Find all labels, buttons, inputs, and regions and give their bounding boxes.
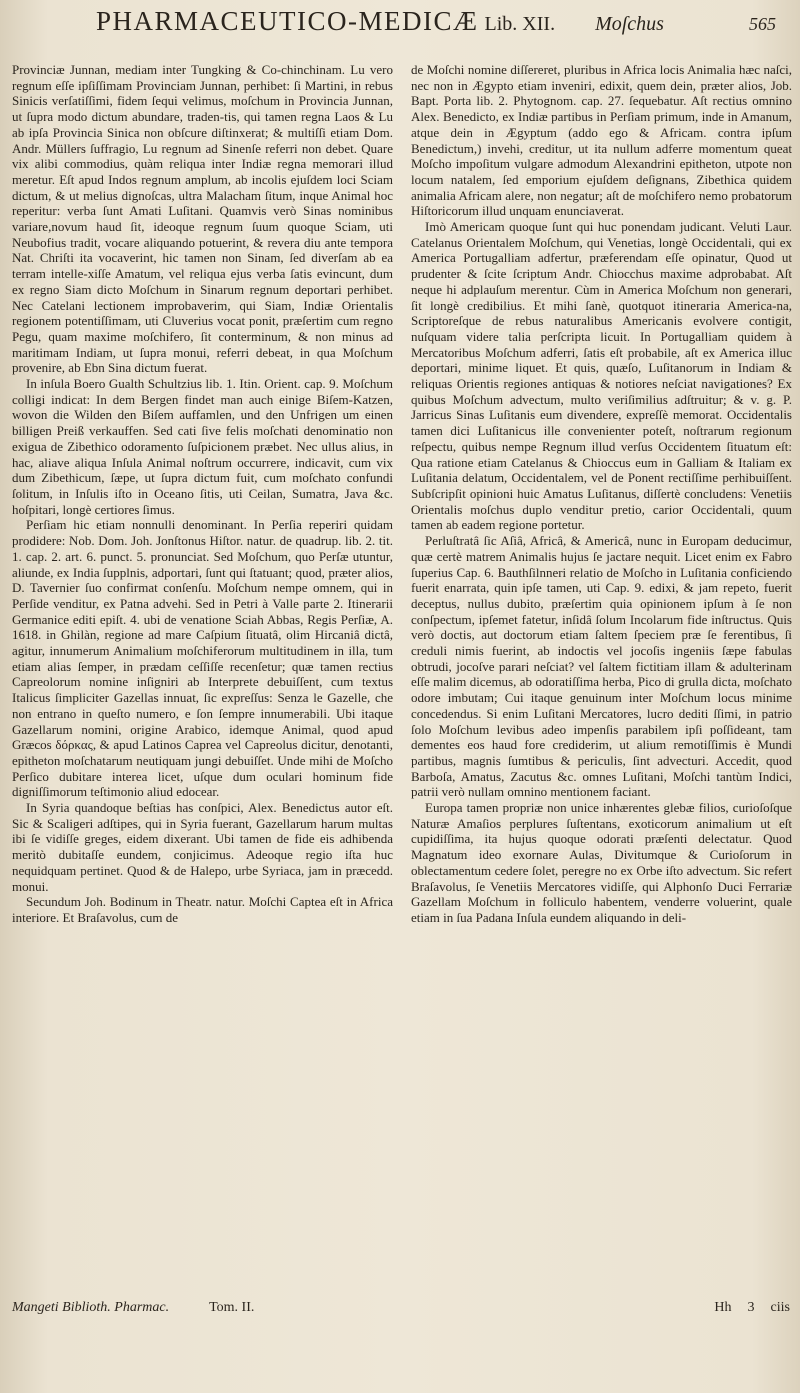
catchword: ciis: [770, 1300, 790, 1315]
running-title: PHARMACEUTICO-MEDICÆ: [96, 6, 479, 36]
paragraph: In Syria quandoque beſtias has conſpici, Alex. Benedictus autor eſt. Sic & Scaligeri adſtipes, qui in Syria fuerant, Gazellarum harum multas ibi ſe vidiſſe greges, eidem dixerant. Ubi tamen de fide eis adhibenda meritò dubitaſſe eundem, conjicimus. Adeoque regio iſta huc nequidquam pertinet. Quod & de Halepo, urbe Syriaca, jam in præcedd. monui.: [12, 800, 393, 894]
footer-right: [382, 1300, 790, 1316]
signature-mark: Hh: [714, 1300, 732, 1315]
paragraph: de Moſchi nomine diſſereret, pluribus in Africa locis Animalia hæc naſci, nec non in Ægypto etiam inveniri, edixit, quem dein, præter alios, Job. Bapt. Porta lib. 2. Phytognom. cap. 27. ſequebatur. Aſt rectius omnino Alex. Benedicto, ex Indiæ partibus in Perſiam primum, inde in Amanum, atque dein in Ægyptum (addo ego & Africam. contra ipſum Benedictum,) invehi, creditur, ut ita nullum adferre momentum queat Moſcho impoſitum vulgare admodum Alexandrini epitheton, utpote non locum natalem, ſed emporium ejuſdem deſignans, Zibethica quidem animalia Africam alere, non negatur; aſt de moſchifero nemo probatorum Hiſtoricorum illud unquam enunciaverat.: [411, 62, 792, 219]
right-column: [411, 62, 792, 1313]
book-number: Lib. XII.: [484, 13, 556, 35]
footer-left: [12, 1300, 382, 1316]
paragraph: Europa tamen propriæ non unice inhærentes glebæ filios, curioſoſque Naturæ Amaſios perplures ſuſtentans, exoticorum animalium ut eſt cupidiſſima, ita hujus quoque odorati præſenti delectatur. Quod Magnatum ideo exornare Aulas, Divitumque & Curioſorum in oblectamentum cedere ſolet, peregre no ex Orbe iſto advectum. Sic refert Braſavolus, ſe Venetiis Mercatores vidiſſe, qui Alphonſo Duci Ferrariæ Gazellam Moſchum in folliculo habentem, venderre voluerint, quale etiam in ſua Padana Inſula eundem aliquando in deli-: [411, 800, 792, 925]
paragraph: In inſula Boero Gualth Schultzius lib. 1. Itin. Orient. cap. 9. Moſchum colligi indicat: In dem Bergen findet man auch einige Biſem-Katzen, wovon die Wilden den Biſem auffamlen, und den Unfrigen um einen billigen Preiß verkauffen. Sed cati ſive felis moſchati denominatio non exigua de Zibethico odoramento ſuſpicionem præbet. Nec ullus alius, in hac, aliave aliqua Inſula Animal noſtrum occurrere, indicavit, cum vix dum Zibethicum, ſæpe, ut ſupra dictum fuit, cum moſchato confundi ſolitum, in Inſulis iſto in Oceano ſitis, uti Ceilan, Sumatra, Java &c. hoſpitari, longè certiores ſimus.: [12, 376, 393, 517]
paragraph: Provinciæ Junnan, mediam inter Tungking & Co-chinchinam. Lu vero regnum eſſe ipſiſſimam Provinciam Junnan, perhibet: ſi Martini, in rebus Sinicis verſatiſſimi, fidem ſequi velimus, moſchum in Provincia Junnan, ut ſupra modo dictum abundare, traden-tis, qui tamen regna Laos & Lu ab ipſa Provincia Sinica non obſcure diſtinxerat; & multiſſi etiam Dom. Andr. Müllers ſuffragio, Lu regnum ad Sinenſe referri non debet. Quare vix alibi commodius, quàm reliqua inter Indiæ regna memorari illud meretur. Eſt apud Indos regnum amplum, ab incolis ejuſdem loci Sciam dictum, & ut melius dignoſcas, ultra Malacham ſitum, inque Animal hoc reperitur: verba ſunt Amati Luſitani. Quamvis verò Sinas nominibus variare,novum haud ſit, ideoque regnum ſuum quoque Sciam, uti Neubofius tradit, vocare aliquando potuerint, & revera diu ante tempora Nat. Chriſti ita vocaverint, hic tamen non Sinam, ſed diverſam ab ea terram intelle-xiſſe Amatum, vel reliqua ejus verba ſatis evincunt, dum ex regno Siam dicto Moſchum in Sinarum regnum deportari perhibet. Nec Catelani lectionem improbaverim, qui Siam, Indiæ Orientalis regionem potentiſſimam, uti Cluverius vocat ponit, præſertim cum regno Pegu, quam maxime moſchifero, ſit conterminum, & non minus ad maritimam Indiam, ut ſupra monui, referri debeat, in qua Moſchum provenire, ab Ebn Sina dictum fuerat.: [12, 62, 393, 376]
text-columns: [12, 62, 792, 1313]
paragraph: Perluſtratâ ſic Aſiâ, Africâ, & Americâ, nunc in Europam deducimur, quæ certè matrem Animalis hujus ſe jactare nequit. Licet enim ex Fabro ſuperius Cap. 6. Bauthſilnneri relatio de Moſcho in Luſitania conficiendo fuerit enarrata, quin ipſe tamen, uti Cap. 9. edixi, & jam repeto, fuerit deceptus, nullus dubito, præſertim quia opinionem ipſum à ſe non conſpectum, ipſemet fatetur, inſidâ ſolum Incolarum fide inſtructus. Quis verò doctis, aut doctorum etiam ſaltem ſpeciem præ ſe ferentibus, ſi creduli nimis fuerint, ab indoctis vel jocoſis ingeniis ſæpe fabulas obtrudi, jocoſve parari neſciat? vel ſaltem fictitiam illam & adulterinam eſſe malim dicemus, ab odoratiſſima herba, Pico di grulla dicta, moſchato odore imbutam; Cui itaque genuinum inter Moſchum locus minime concedendus. Si enim Luſitani Mercatores, lucro dediti ſſimi, in patrio ſolo Moſchum levibus adeo impenſis parabilem ipſi poſſideant, tam dementes eos haud fore crediderim, ut alium remotiſſimis è Mundi partibus, magnis ſumtibus & periculis, ſint advecturi. Accedit, quod Barboſa, Amatus, Zacutus &c. omnes Luſitani, Moſchi tantùm Indici, patrii verò nullam omnino mentionem faciant.: [411, 533, 792, 800]
running-header: [96, 6, 776, 46]
page-footer: [12, 1300, 790, 1330]
sheet-number: 3: [747, 1300, 755, 1315]
paragraph: Imò Americam quoque ſunt qui huc ponendam judicant. Veluti Laur. Catelanus Orientalem Moſchum, qui Venetias, longè Occidentali, qui ex America Portugalliam adfertur, præferendam eſſe opinatur, Quod ut prudenter & ſcite ſcriptum Andr. Chiocchus maxime adprobabat. Aſt neque hi adplauſum merentur. Cùm in America Moſchum non generari, ſit longè credibilius. Et mihi ſanè, quotquot itineraria America-na, Scriptoreſque de rebus naturalibus Americanis evolvere contigit, nuſquam videre talia perſcripta licuit. In Portugalliam quidem à Mercatoribus Moſchum adferri, ſatis eſt probabile, aſt ex America illuc deportari, minime liquet. Et quis, quæſo, Luſitanorum in Indiam & reliquas Orientis regiones antiquas & notiores neſciat navigationes? Ex quibus Moſchum advectum, multo veriſimilius adſtruitur; & v. g. P. Jarricus Sinas Luſitanis eum divendere, expreſſè memorat. Occidentalis tamen dici Luſitanicus ille convenienter poteſt, noſtrarum regionum reſpectu, quibus nempe Regnum illud verſus Occidentem ſituatum eſt: Qua ratione etiam Catelanus & Chioccus eum in Galliam & Italiam ex Luſitania delatum, Occidentalem, vel de Ponent rectiſſime perhibuiſſent. Subſcripſit opinioni huic Amatus Luſitanus, diſſertè concludens: Venetiis Orientalis moſchus duplo venditur pretio, carior Occidentali, quum tamen ab eadem regione portetur.: [411, 219, 792, 533]
section-name: Moſchus: [595, 13, 664, 35]
footer-source: Mangeti Biblioth. Pharmac.: [12, 1300, 170, 1315]
paragraph: Perſiam hic etiam nonnulli denominant. In Perſia reperiri quidam prodidere: Nob. Dom. Joh. Jonſtonus Hiſtor. natur. de quadrup. lib. 2. tit. 1. cap. 2. art. 6. punct. 5. pronunciat. Sed Moſchum, quo Perſæ utuntur, aliunde, ex India ſupplnis, adportari, ſunt qui ſtatuant; quod, præter alios, D. Tavernier ſuo confirmat conſenſu. Moſchum nempe omnem, qui in Perſide venditur, ex Patna advehi. Sed in Petri à Valle parte 2. Itinerarii Germanice editi epiſt. 4. ubi de venatione Sciah Abbas, Regis Perſiæ, A. 1618. in Ghilàn, regione ad mare Caſpium ſituatâ, olim Hircaniâ dictâ, agitur, innumerum Animalium moſchiferorum multitudinem in illa, tum etiam alias ſemper, in prædam ceſſiſſe recenſetur; quæ tamen rectius Capreolorum nomine inſigniri ab Interprete debuiſſent, cum textus Italicus ſimpliciter Gazellas innuat, ſic expreſſus: Senza le Gazelle, che non entrano in queſto numero, e ſon ſempre innumerabili. Ubi itaque Gazellarum nomini, origine Arabico, idemque Animal, quod apud Græcos δόρκας, & apud Latinos Caprea vel Capreolus dicitur, denotanti, epitheton moſchatarum neutiquam jungi debuiſſet. Unde mihi de Moſcho Perſico dubitare interea licet, uſque dum oculari hominum fide digniſſimorum teſtimonio aliud edocear.: [12, 517, 393, 800]
left-column: [12, 62, 393, 1313]
page-number: 565: [749, 14, 776, 34]
footer-volume: Tom. II.: [209, 1300, 255, 1315]
paragraph: Secundum Joh. Bodinum in Theatr. natur. Moſchi Captea eſt in Africa interiore. Et Braſavolus, cum de: [12, 894, 393, 925]
